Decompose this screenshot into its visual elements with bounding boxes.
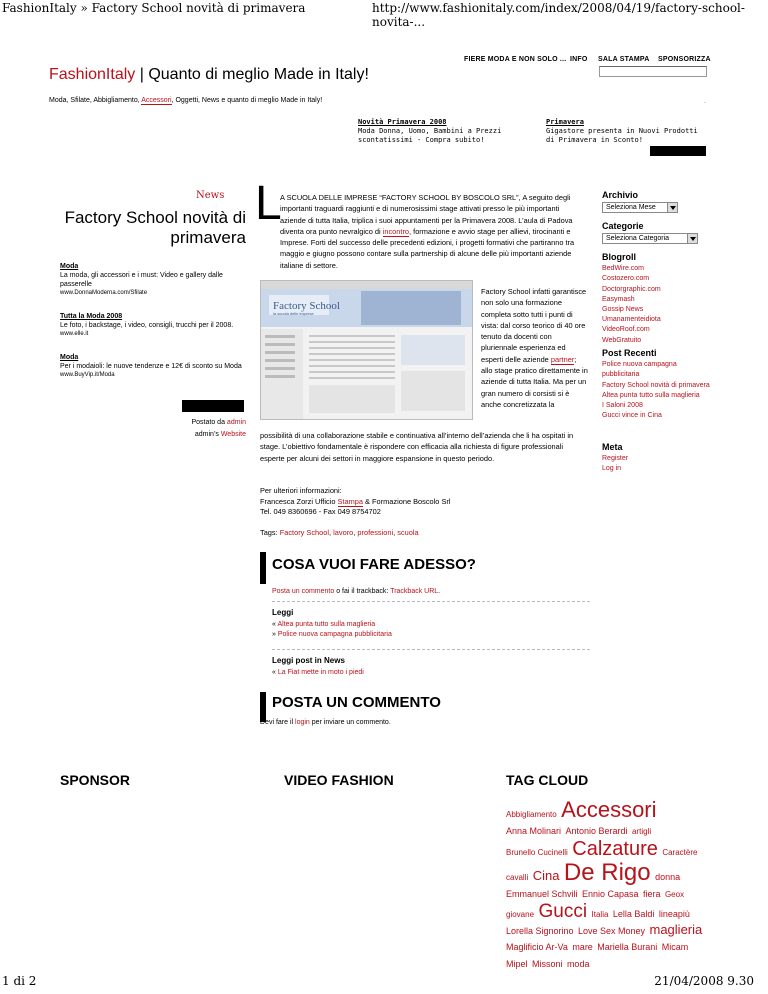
- news-prev-link[interactable]: La Fiat mette in moto i piedi: [277, 669, 364, 676]
- prev-post-link[interactable]: Altea punta tutto sulla maglieria: [277, 621, 376, 628]
- next-post-link[interactable]: Police nuova campagna pubblicitaria: [277, 631, 392, 638]
- login-link[interactable]: login: [295, 719, 310, 726]
- next-post: [272, 630, 392, 640]
- archive-widget: [602, 190, 712, 213]
- post-tags: Tags: Factory School, lavoro, professioni, scuola: [260, 528, 419, 537]
- login-text-end: per inviare un commento.: [311, 719, 391, 726]
- actions-middle-text: o fai il trackback:: [336, 588, 389, 595]
- article-text: Factory School infatti garantisce non solo una formazione completa sotto tutti i punti di vista: dal corso teorico di 40 ore tenuto da docenti con pluriennale esperienza ed esperti delle aziende: [481, 287, 587, 364]
- actions-heading: COSA VUOI FARE ADESSO?: [272, 556, 476, 573]
- print-page-url: http://www.fashionitaly.com/index/2008/04/19/factory-school-novita-...: [372, 1, 745, 29]
- tag-cloud-link[interactable]: Accessori: [561, 797, 657, 822]
- print-page-number: 1 di 2: [2, 974, 37, 988]
- trackback-end: .: [438, 588, 441, 595]
- recent-post-link[interactable]: Gucci vince in Cina: [602, 412, 662, 420]
- title-separator: |: [139, 66, 144, 83]
- tag-cloud-link[interactable]: Italia: [591, 909, 609, 919]
- info-text-end: & Formazione Boscolo Srl: [365, 496, 451, 506]
- nav-item-info[interactable]: INFO: [570, 56, 588, 63]
- post-meta: [150, 417, 246, 441]
- meta-title: Meta: [602, 442, 623, 452]
- heading-bar: [260, 692, 266, 722]
- author-site-label: admin’s: [194, 431, 219, 438]
- recent-post-link[interactable]: Factory School novità di primavera: [602, 381, 710, 389]
- tag-cloud-link[interactable]: Lorella Signorino: [506, 925, 574, 936]
- tag-cloud-link[interactable]: Missoni: [531, 959, 563, 970]
- tag-cloud-link[interactable]: Emmanuel Schvili: [506, 888, 578, 899]
- sponsor-heading: SPONSOR: [60, 772, 131, 788]
- chevron-down-icon[interactable]: [667, 203, 677, 212]
- blogroll-title: Blogroll: [602, 252, 636, 262]
- recent-posts-widget: [602, 348, 714, 421]
- news-prev-post: [272, 668, 364, 678]
- article-side-column: [481, 286, 589, 410]
- info-text: Francesca Zorzi Ufficio: [260, 496, 336, 506]
- print-header: [0, 0, 768, 29]
- author-link[interactable]: admin: [226, 419, 246, 426]
- categories-select[interactable]: [602, 233, 698, 244]
- category-label[interactable]: News: [196, 190, 225, 201]
- ad-title[interactable]: Tutta la Moda 2008: [60, 313, 123, 320]
- login-required: [260, 719, 391, 726]
- tag-cloud-link[interactable]: Antonio Berardi: [565, 825, 628, 836]
- comment-actions: [272, 588, 440, 595]
- info-title: Per ulteriori informazioni:: [260, 486, 342, 495]
- chevron-down-icon[interactable]: [687, 234, 697, 243]
- author-website-link[interactable]: Website: [220, 431, 246, 438]
- tag-cloud-link[interactable]: fiera: [642, 888, 661, 899]
- factory-school-screenshot: [260, 280, 473, 420]
- tag-cloud-link[interactable]: Ennio Capasa: [581, 888, 639, 899]
- print-page-title: FashionItaly » Factory School novità di primavera: [2, 1, 306, 15]
- tag-cloud-link[interactable]: Micam: [661, 942, 689, 953]
- tag-cloud-link[interactable]: Brunello Cucinelli: [506, 847, 568, 857]
- divider: [272, 601, 590, 602]
- tagline-text: Moda, Sfilate, Abbigliamento,: [49, 97, 140, 104]
- tag-link[interactable]: professioni: [357, 528, 394, 537]
- info-phone: Tel. 049 8360696 - Fax 049 8754702: [260, 507, 381, 516]
- tag-cloud-link[interactable]: maglieria: [649, 921, 703, 937]
- promo-link-1[interactable]: [358, 118, 528, 145]
- print-footer: [0, 974, 768, 992]
- blogroll-link[interactable]: Easymash: [602, 295, 635, 303]
- categories-widget: [602, 221, 712, 244]
- ad-text: La moda, gli accessori e i must: Video e gallery dalle passerelle: [60, 272, 223, 288]
- stampa-link[interactable]: Stampa: [337, 496, 363, 506]
- tag-cloud: [506, 798, 706, 972]
- ad-title[interactable]: Moda: [60, 263, 79, 270]
- nav-item-fiere[interactable]: FIERE MODA E NON SOLO ...: [464, 56, 567, 63]
- blogroll-link[interactable]: VideoRoof.com: [602, 326, 650, 334]
- ad-text: Le foto, i backstage, i video, consigli, trucchi per il 2008.: [60, 322, 234, 329]
- tag-cloud-link[interactable]: artigli: [631, 826, 652, 836]
- promo-text: Moda Donna, Uomo, Bambini a Prezzi scontatissimi - Compra subito!: [358, 127, 502, 144]
- contact-info: [260, 486, 586, 518]
- trackback-link[interactable]: Trackback URL: [390, 588, 439, 595]
- tag-cloud-link[interactable]: Geox: [664, 889, 685, 899]
- print-datetime: 21/04/2008 9.30: [654, 974, 754, 988]
- archive-select[interactable]: [602, 202, 678, 213]
- comment-heading: POSTA UN COMMENTO: [272, 694, 441, 711]
- ad-url[interactable]: www.BuyVip.it/Moda: [60, 372, 115, 378]
- incontro-link[interactable]: incontro: [382, 226, 410, 236]
- read-news-heading: Leggi post in News: [272, 656, 345, 665]
- tag-cloud-heading: TAG CLOUD: [506, 772, 589, 788]
- archive-select-value: Seleziona Mese: [606, 204, 656, 212]
- posted-by-label: Postato da: [191, 419, 225, 426]
- article-text: A SCUOLA DELLE IMPRESE “FACTORY SCHOOL BY BOSCOLO SRL”, A seguito degli importanti traguardi raggiunti e di numerosissimi stage attivati presso le più importanti aziende di tutta Italia, triplica i suoi appuntamenti per la Primavera 2008. L’aula di Padova diventa ora punto nevralgico di: [280, 193, 573, 236]
- archive-title: Archivio: [602, 190, 639, 200]
- screenshot-brand: Factory School: [273, 300, 340, 312]
- partner-link[interactable]: partner: [550, 354, 575, 364]
- tag-cloud-link[interactable]: Maglificio Ar-Va: [506, 942, 568, 953]
- recent-post-link[interactable]: Police nuova campagna pubblicitaria: [602, 361, 677, 379]
- recent-post-link[interactable]: I Saloni 2008: [602, 402, 643, 410]
- recent-title: Post Recenti: [602, 348, 657, 358]
- prev-post: [272, 620, 375, 630]
- left-ad-list: [60, 262, 246, 394]
- recent-post-link[interactable]: Altea punta tutto sulla maglieria: [602, 391, 700, 399]
- categories-select-value: Seleziona Categoria: [606, 235, 670, 243]
- tag-cloud-link[interactable]: moda: [566, 959, 590, 970]
- tag-link[interactable]: scuola: [397, 528, 419, 537]
- article-text-cont: , formazione e avvio stage per allievi, tirocinanti e Imprese. Forti del successo delle precedenti edizioni, i progetti formativi che partiranno tra maggio e giugno possono contare sulla partnership di alcune delle più importanti aziende italiane di settore.: [280, 226, 575, 270]
- blogroll-link[interactable]: Doctorgraphic.com: [602, 285, 661, 293]
- blogroll-link[interactable]: Costozero.com: [602, 275, 650, 283]
- site-tagline: [49, 97, 322, 104]
- tag-cloud-link[interactable]: giovane: [506, 909, 535, 919]
- tagline-text-end: , Oggetti, News e quanto di meglio Made in Italy!: [171, 97, 323, 104]
- tag-cloud-link[interactable]: Mariella Burani: [597, 942, 658, 953]
- login-link[interactable]: Log in: [602, 465, 622, 473]
- ad-item[interactable]: [60, 312, 246, 339]
- promo-text: Gigastore presenta in Nuovi Prodotti di Primavera in Sconto!: [546, 127, 698, 144]
- prev-arrow: «: [272, 621, 276, 628]
- tag-link[interactable]: lavoro: [333, 528, 354, 537]
- tag-cloud-link[interactable]: Mipel: [506, 959, 528, 970]
- actions-heading-block: [260, 552, 590, 584]
- ad-url[interactable]: www.DonnaModerna.com/Sfilate: [60, 290, 148, 296]
- site-name-link[interactable]: FashionItaly: [49, 66, 136, 83]
- article-text-cont: ; allo stage pratico direttamente in aziende di tutta Italia. Ma per un gran numero di corsisti si è anche concretizzata la: [481, 354, 588, 409]
- tag-cloud-link[interactable]: Abbigliamento: [506, 810, 557, 819]
- post-title: Factory School novità di primavera: [64, 208, 246, 247]
- promo-ad-strip: [650, 146, 706, 156]
- blogroll-link[interactable]: Umanamenteidiota: [602, 316, 661, 324]
- blogroll-widget: [602, 252, 712, 346]
- promo-title[interactable]: Novità Primavera 2008: [358, 118, 447, 126]
- tag-cloud-link[interactable]: Anna Molinari: [506, 825, 562, 836]
- ad-item[interactable]: [60, 353, 246, 380]
- tagline-accessori-link[interactable]: Accessori: [141, 97, 172, 104]
- tag-cloud-link[interactable]: cavalli: [506, 872, 529, 882]
- ad-url[interactable]: www.elle.it: [60, 331, 89, 337]
- tag-cloud-link[interactable]: lineapiù: [658, 908, 690, 919]
- categories-title: Categorie: [602, 221, 644, 231]
- divider: [272, 649, 590, 650]
- decorative-dot: -: [704, 100, 706, 106]
- tag-cloud-link[interactable]: Calzature: [572, 837, 658, 860]
- tag-cloud-link[interactable]: Lella Baldi: [612, 908, 655, 919]
- blogroll-link[interactable]: BedWire.com: [602, 265, 645, 273]
- site-slogan: Quanto di meglio Made in Italy!: [148, 66, 369, 83]
- blogroll-link[interactable]: WebGratuito: [602, 336, 642, 344]
- read-heading: Leggi: [272, 608, 294, 617]
- promo-title[interactable]: Primavera: [546, 118, 584, 126]
- nav-item-sala-stampa[interactable]: SALA STAMPA: [598, 56, 650, 63]
- tag-cloud-link[interactable]: Cina: [532, 867, 560, 883]
- article-body: possibilità di una collaborazione stabile e continuativa all’interno dell’azienda che li ha ospitati in stage. L’obiettivo fondamentale è rispondere con efficacia alla richiesta di figure professionali esperte per alcuni dei settori in maggiore espansione in questo periodo.: [260, 431, 574, 463]
- video-fashion-heading: VIDEO FASHION: [284, 772, 394, 788]
- svg-text:la scuola delle imprese: la scuola delle imprese: [273, 311, 314, 316]
- ad-item[interactable]: [60, 262, 246, 298]
- heading-bar: [260, 552, 266, 584]
- tag-cloud-link[interactable]: Love Sex Money: [578, 925, 646, 936]
- blogroll-link[interactable]: Gossip News: [602, 306, 644, 314]
- tag-cloud-link[interactable]: Caractère: [662, 847, 698, 857]
- next-arrow: »: [272, 631, 276, 638]
- left-ad-strip: [182, 400, 244, 412]
- register-link[interactable]: Register: [602, 455, 629, 463]
- tag-cloud-link[interactable]: De Rigo: [563, 858, 651, 886]
- login-text: Devi fare il: [260, 719, 294, 726]
- prev-arrow: «: [272, 669, 276, 676]
- ad-text: Per i modaioli: le nuove tendenze e 12€ di sconto su Moda: [60, 363, 242, 370]
- promo-link-2[interactable]: [546, 118, 706, 145]
- search-input[interactable]: [599, 66, 707, 77]
- article-intro: [260, 192, 586, 271]
- site-header: [49, 66, 369, 84]
- tags-label: Tags:: [260, 528, 278, 537]
- post-comment-link[interactable]: Posta un commento: [272, 588, 335, 595]
- ad-title[interactable]: Moda: [60, 354, 79, 361]
- meta-widget: [602, 442, 712, 475]
- nav-item-sponsorizza[interactable]: SPONSORIZZA: [658, 56, 711, 63]
- tag-cloud-link[interactable]: Gucci: [538, 900, 588, 922]
- drop-cap: L: [255, 177, 282, 230]
- tag-link[interactable]: Factory School: [279, 528, 330, 537]
- tag-cloud-link[interactable]: mare: [572, 942, 593, 953]
- tag-cloud-link[interactable]: donna: [655, 871, 681, 882]
